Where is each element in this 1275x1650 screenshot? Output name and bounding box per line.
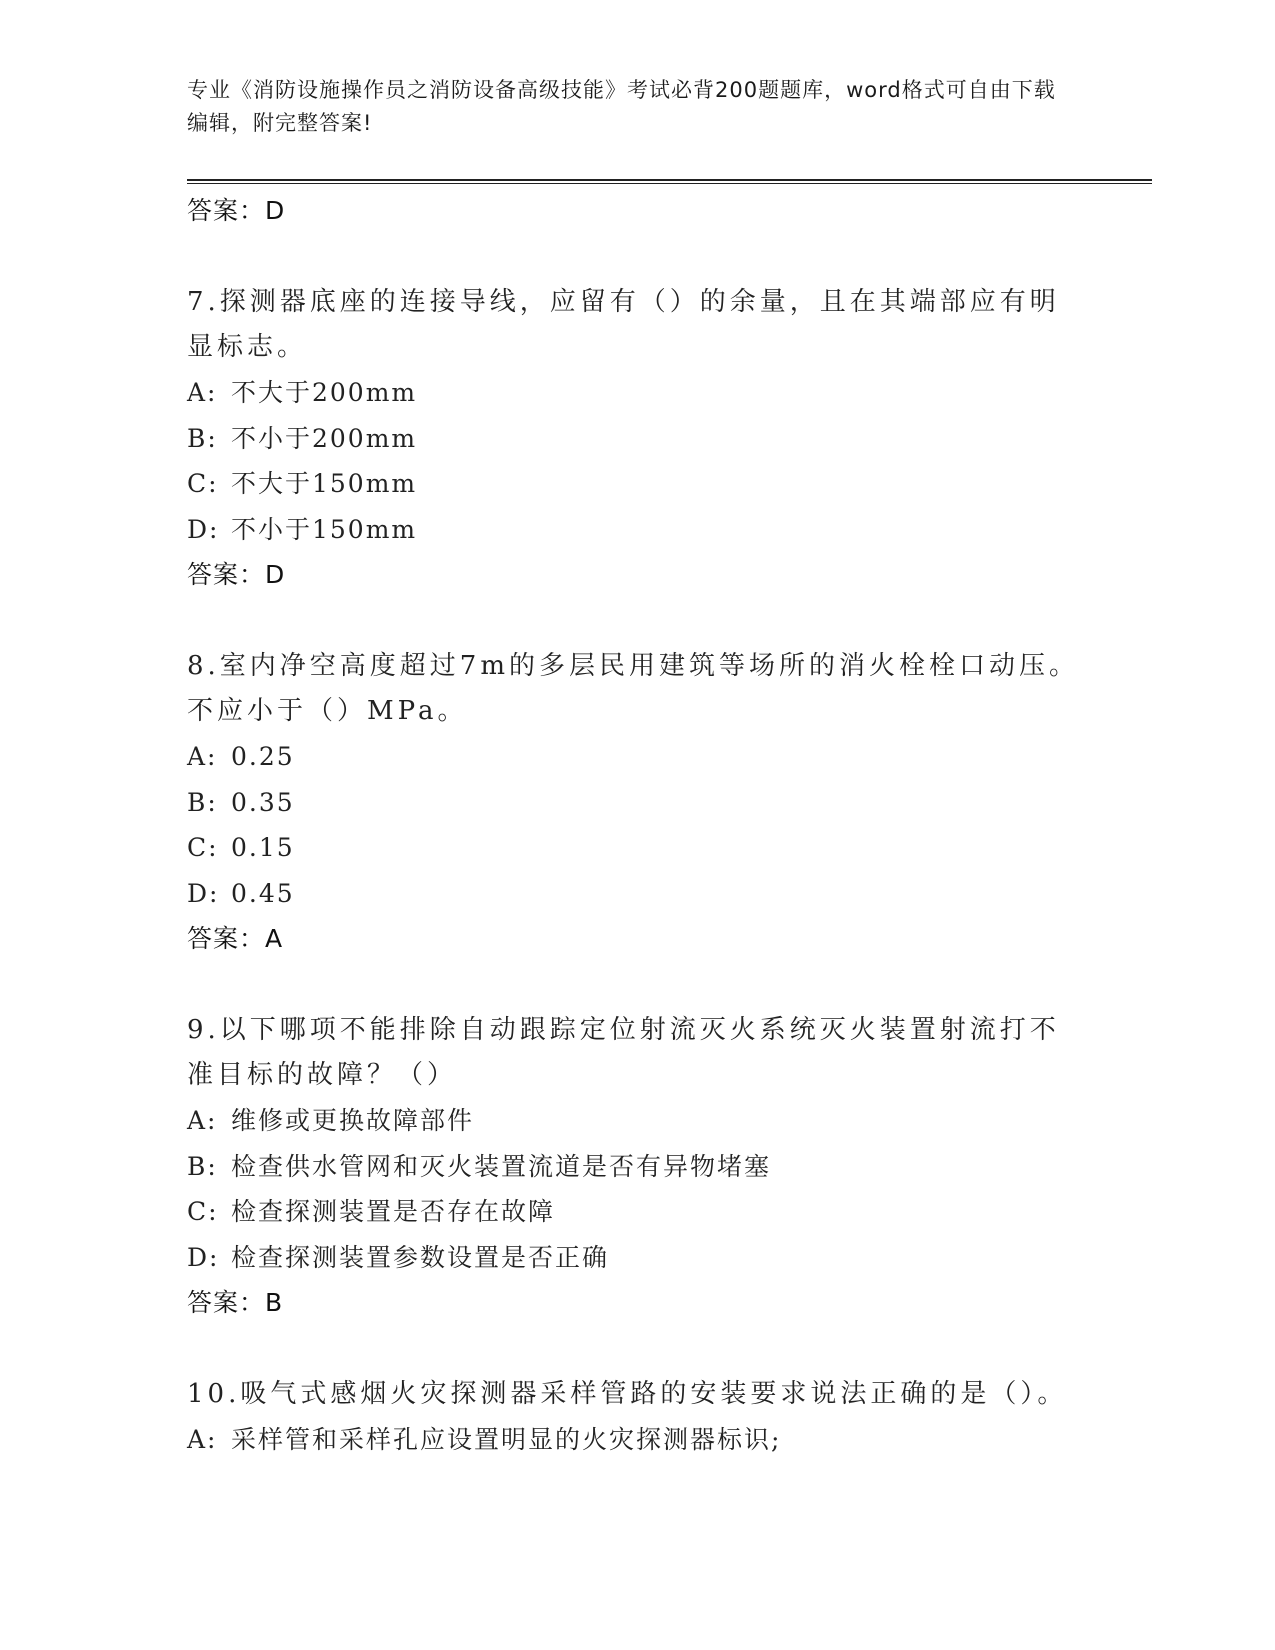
- option-key: C:: [187, 1197, 219, 1226]
- option-a: [187, 1098, 1087, 1144]
- question-list: [187, 188, 1087, 1463]
- option-a: [187, 1417, 1087, 1463]
- option-text: 不大于200mm: [231, 378, 418, 407]
- option-c: [187, 461, 1087, 507]
- option-text: 检查供水管网和灭火装置流道是否有异物堵塞: [231, 1151, 772, 1181]
- option-text: 不小于200mm: [231, 423, 418, 453]
- answer-line: 答案：A: [187, 924, 284, 953]
- question-text: 10.吸气式感烟火灾探测器采样管路的安装要求说法正确的是（）。: [187, 1379, 1068, 1409]
- option-key: B:: [187, 787, 218, 817]
- option-key: C:: [187, 833, 219, 862]
- option-a: [187, 370, 1087, 416]
- question-text: 8.室内净空高度超过7m的多层民用建筑等场所的消火栓栓口动压。不应小于（）MPa。: [187, 651, 1080, 726]
- option-text: 0.15: [231, 833, 295, 862]
- option-text: 维修或更换故障部件: [231, 1106, 475, 1135]
- option-text: 0.35: [231, 787, 295, 817]
- option-text: 0.45: [231, 878, 295, 908]
- option-key: A:: [187, 1106, 218, 1135]
- option-text: 不大于150mm: [231, 469, 418, 498]
- option-text: 0.25: [231, 742, 295, 771]
- option-key: D:: [187, 514, 220, 544]
- option-key: B:: [187, 1151, 218, 1181]
- page-header: 专业《消防设施操作员之消防设备高级技能》考试必背200题题库，word格式可自由下载编辑，附完整答案!: [187, 78, 1056, 135]
- question-text: 9.以下哪项不能排除自动跟踪定位射流灭火系统灭火装置射流打不准目标的故障？（）: [187, 1015, 1060, 1090]
- option-key: A:: [187, 378, 218, 407]
- option-d: [187, 1235, 1087, 1281]
- option-text: 检查探测装置参数设置是否正确: [231, 1242, 610, 1272]
- option-key: C:: [187, 469, 219, 498]
- option-b: [187, 416, 1087, 462]
- option-c: [187, 1189, 1087, 1235]
- answer-line: 答案：D: [187, 196, 286, 225]
- question-text: 7.探测器底座的连接导线，应留有（）的余量，且在其端部应有明显标志。: [187, 287, 1060, 362]
- option-key: D:: [187, 878, 220, 908]
- option-text: 采样管和采样孔应设置明显的火灾探测器标识;: [231, 1425, 782, 1454]
- option-key: D:: [187, 1242, 220, 1272]
- option-key: A:: [187, 742, 218, 771]
- option-key: A:: [187, 1425, 218, 1454]
- option-b: [187, 780, 1087, 826]
- option-c: [187, 825, 1087, 871]
- question-block: [187, 644, 1087, 961]
- option-d: [187, 507, 1087, 553]
- option-b: [187, 1144, 1087, 1190]
- question-block: [187, 280, 1087, 597]
- option-key: B:: [187, 423, 218, 453]
- question-block: [187, 1008, 1087, 1325]
- option-text: 检查探测装置是否存在故障: [231, 1197, 556, 1226]
- option-d: [187, 871, 1087, 917]
- header-divider: [187, 179, 1152, 184]
- option-text: 不小于150mm: [231, 514, 418, 544]
- option-a: [187, 734, 1087, 780]
- answer-line: 答案：B: [187, 1288, 284, 1317]
- answer-line: 答案：D: [187, 560, 286, 589]
- question-block: [187, 1372, 1087, 1463]
